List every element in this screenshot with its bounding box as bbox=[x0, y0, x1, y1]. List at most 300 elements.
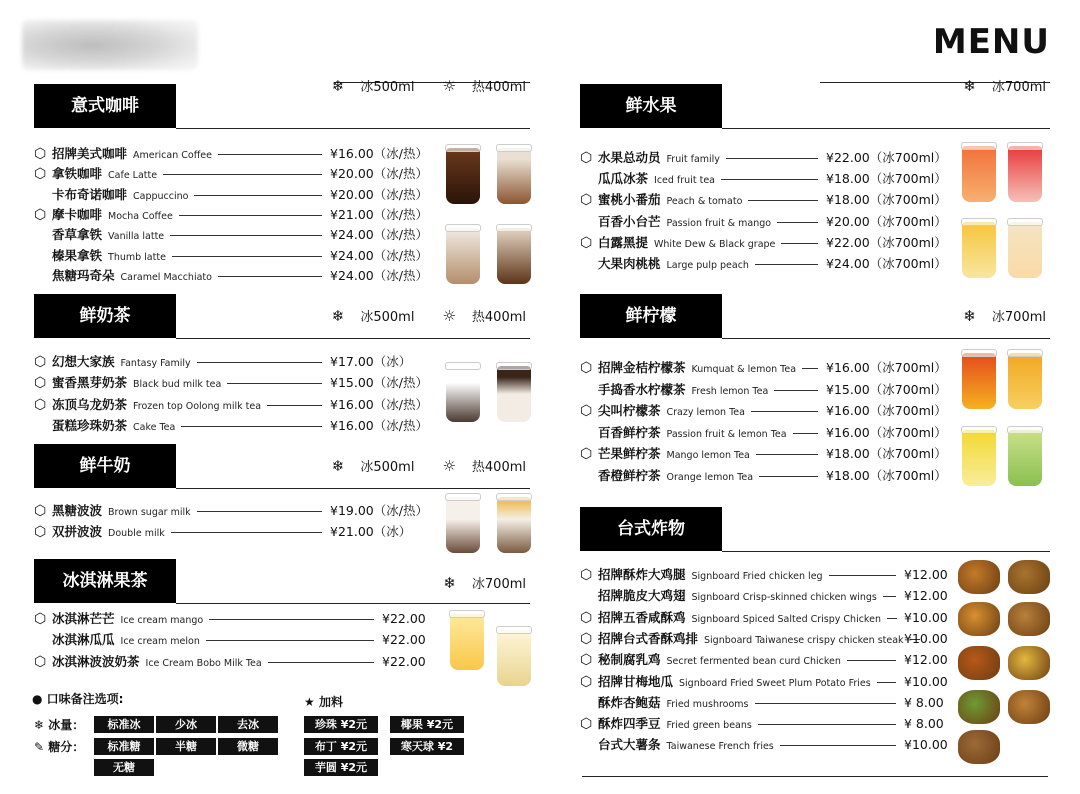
item-name: 大果肉桃桃 bbox=[598, 256, 661, 271]
leader-line bbox=[847, 660, 896, 661]
leader-line bbox=[726, 158, 818, 159]
leader-line bbox=[781, 243, 818, 244]
item-name: 榛果拿铁 bbox=[52, 247, 103, 263]
leader-line bbox=[877, 682, 896, 683]
snowflake-icon: ❄ bbox=[443, 574, 456, 592]
snowflake-icon: ❄ bbox=[331, 457, 345, 475]
item-name-en: Ice cream mango bbox=[120, 615, 204, 626]
drink-cup-image bbox=[962, 353, 996, 409]
section-title: 鲜水果 bbox=[580, 84, 722, 128]
leader-line bbox=[218, 276, 322, 277]
drink-cup-image bbox=[497, 630, 531, 686]
fried-food-image bbox=[1008, 690, 1050, 724]
item-name-en: American Coffee bbox=[133, 150, 212, 161]
item-price: ¥12.00 bbox=[904, 652, 948, 668]
hexagon-icon: ⬡ bbox=[580, 360, 593, 376]
item-price: ¥21.00（冰/热） bbox=[330, 206, 428, 222]
item-price: ¥18.00（冰700ml） bbox=[826, 446, 947, 461]
drink-cup-image bbox=[446, 228, 480, 284]
drink-cup-image bbox=[446, 497, 480, 553]
hexagon-icon: ⬡ bbox=[580, 446, 593, 462]
item-price: ¥24.00（冰/热） bbox=[330, 227, 428, 243]
item-name-en: Cafe Latte bbox=[108, 170, 158, 182]
drink-cup-image bbox=[962, 430, 996, 486]
menu-item[interactable] bbox=[34, 266, 428, 286]
leader-line bbox=[793, 433, 818, 434]
hexagon-icon: ⬡ bbox=[34, 375, 47, 392]
leader-line bbox=[887, 618, 897, 619]
hexagon-icon: ⬡ bbox=[580, 403, 593, 419]
leader-line bbox=[197, 511, 322, 512]
item-price: ¥22.00 bbox=[382, 653, 426, 669]
item-name-en: Vanilla latte bbox=[108, 231, 165, 243]
temperature-info bbox=[304, 456, 526, 475]
item-name-en: Signboard Fried chicken leg bbox=[691, 571, 823, 582]
item-name-en: Passion fruit & lemon Tea bbox=[666, 428, 787, 440]
syringe-icon: ✎ bbox=[34, 740, 45, 754]
hexagon-icon: ⬡ bbox=[34, 354, 47, 370]
temperature-info bbox=[935, 76, 1046, 95]
item-name-en: Fried green beans bbox=[666, 720, 752, 732]
leader-line bbox=[194, 195, 322, 196]
menu-item[interactable] bbox=[580, 169, 947, 189]
menu-item[interactable] bbox=[580, 608, 948, 628]
drink-cup-image bbox=[962, 222, 996, 278]
addon-pudding[interactable]: 布丁 ¥2元 bbox=[304, 738, 378, 755]
hexagon-icon: ⬡ bbox=[580, 234, 593, 251]
item-name: 幻想大家族 bbox=[52, 354, 115, 369]
item-name-en: Frozen top Oolong milk tea bbox=[133, 400, 262, 412]
ice-label: ❄ 冰量： bbox=[34, 718, 85, 732]
item-name-en: Signboard Taiwanese crispy chicken steak bbox=[704, 634, 904, 646]
snowflake-icon: ❄ bbox=[963, 77, 976, 95]
leader-line bbox=[268, 662, 374, 663]
section-rule bbox=[722, 551, 1050, 552]
addons-title: ★ 加料 bbox=[304, 695, 343, 709]
leader-line bbox=[163, 174, 322, 175]
item-price: ¥16.00（冰700ml） bbox=[826, 360, 947, 375]
addon-taro-ball[interactable]: 芋圆 ¥2元 bbox=[304, 759, 378, 776]
menu-item[interactable] bbox=[580, 358, 947, 378]
menu-item[interactable] bbox=[34, 609, 426, 629]
item-name-en: Signboard Crisp-skinned chicken wings bbox=[691, 592, 877, 604]
drink-cup-image bbox=[1008, 222, 1042, 278]
section-rule bbox=[722, 128, 1050, 129]
hexagon-icon: ⬡ bbox=[580, 716, 593, 733]
item-name: 香橙鲜柠茶 bbox=[598, 467, 661, 483]
item-name-en: Passion fruit & mango bbox=[666, 217, 772, 229]
menu-item[interactable] bbox=[34, 352, 412, 372]
item-name: 冻顶乌龙奶茶 bbox=[52, 396, 128, 412]
menu-item[interactable] bbox=[34, 416, 428, 436]
item-name-en: Orange lemon Tea bbox=[666, 471, 754, 483]
menu-item[interactable] bbox=[580, 233, 947, 253]
item-price: ¥10.00 bbox=[904, 609, 948, 625]
item-name-en: Kumquat & lemon Tea bbox=[691, 364, 797, 375]
cold-size-text: 冰500ml bbox=[360, 80, 415, 95]
item-name: 招牌脆皮大鸡翅 bbox=[598, 588, 686, 604]
menu-item[interactable] bbox=[580, 629, 948, 649]
item-name: 秘制腐乳鸡 bbox=[598, 652, 661, 668]
item-name-en: Mango lemon Tea bbox=[666, 450, 750, 461]
section-title: 台式炸物 bbox=[580, 507, 722, 551]
leader-line bbox=[171, 532, 322, 533]
item-price: ¥22.00（冰700ml） bbox=[826, 234, 947, 250]
leader-line bbox=[267, 405, 322, 406]
cold-size bbox=[429, 574, 526, 592]
item-name-en: Fresh lemon Tea bbox=[691, 385, 769, 397]
temperature-info bbox=[304, 76, 526, 95]
menu-item[interactable] bbox=[34, 225, 428, 245]
menu-item[interactable] bbox=[580, 401, 947, 421]
item-price: ¥12.00 bbox=[904, 588, 948, 604]
options-title: ● 口味备注选项: bbox=[32, 692, 124, 706]
item-name-en: Black bud milk tea bbox=[133, 379, 222, 391]
option-ice-none[interactable]: 去冰 bbox=[218, 716, 278, 733]
drink-cup-image bbox=[497, 228, 531, 284]
hot-size bbox=[428, 457, 526, 475]
item-name: 香草拿铁 bbox=[52, 227, 103, 243]
leader-line bbox=[774, 390, 818, 391]
item-price: ¥20.00（冰/热） bbox=[330, 166, 428, 182]
item-name-en: Taiwanese French fries bbox=[666, 741, 774, 753]
sugar-label: ✎ 糖分： bbox=[34, 740, 85, 754]
item-price: ¥24.00（冰/热） bbox=[330, 267, 428, 283]
hot-size-text: 热400ml bbox=[471, 460, 526, 475]
section-rule bbox=[176, 488, 530, 489]
menu-item[interactable] bbox=[580, 672, 948, 692]
menu-item[interactable] bbox=[34, 373, 428, 393]
fried-food-image bbox=[958, 730, 1000, 764]
section-title: 鲜柠檬 bbox=[580, 294, 722, 338]
menu-item[interactable] bbox=[580, 380, 947, 400]
drink-cup-image bbox=[450, 614, 484, 670]
fried-food-image bbox=[1008, 602, 1050, 636]
item-name-en: Ice Cream Bobo Milk Tea bbox=[145, 657, 262, 669]
item-name: 招牌甘梅地瓜 bbox=[598, 673, 674, 689]
leader-line bbox=[780, 745, 896, 746]
leader-line bbox=[209, 619, 374, 620]
temperature-info bbox=[935, 306, 1046, 325]
item-name: 手捣香水柠檬茶 bbox=[598, 381, 686, 397]
drink-cup-image bbox=[962, 146, 996, 202]
leader-line bbox=[197, 362, 322, 363]
item-name: 招牌金桔柠檬茶 bbox=[598, 360, 686, 375]
item-name: 招牌台式香酥鸡排 bbox=[598, 630, 699, 646]
item-name-en: Fantasy Family bbox=[120, 358, 191, 369]
item-name: 白露黑提 bbox=[598, 234, 649, 250]
item-name-en: Signboard Fried Sweet Plum Potato Fries bbox=[679, 677, 871, 689]
section-fried bbox=[580, 507, 1050, 767]
leader-line bbox=[721, 179, 818, 180]
item-price: ¥16.00（冰/热） bbox=[330, 417, 428, 433]
star-icon: ★ bbox=[304, 695, 315, 709]
leader-line bbox=[756, 454, 818, 455]
section-title: 冰淇淋果茶 bbox=[34, 559, 176, 603]
item-name: 招牌美式咖啡 bbox=[52, 146, 128, 161]
snowflake-icon: ❄ bbox=[963, 307, 976, 325]
item-name: 蜜香黑芽奶茶 bbox=[52, 375, 128, 391]
item-name: 酥炸杏鲍菇 bbox=[598, 694, 661, 710]
leader-line bbox=[802, 368, 818, 369]
fried-food-image bbox=[958, 602, 1000, 636]
menu-item[interactable] bbox=[34, 185, 428, 205]
hexagon-icon: ⬡ bbox=[580, 567, 593, 583]
leader-line bbox=[883, 596, 896, 597]
menu-item[interactable] bbox=[34, 164, 428, 184]
hexagon-icon: ⬡ bbox=[34, 611, 47, 627]
item-price: ¥15.00（冰700ml） bbox=[826, 381, 947, 397]
item-name: 焦糖玛奇朵 bbox=[52, 267, 115, 283]
addon-agar-ball[interactable]: 寒天球 ¥2元 bbox=[390, 738, 464, 755]
menu-item[interactable] bbox=[34, 395, 428, 415]
section-rule bbox=[176, 338, 530, 339]
menu-item[interactable] bbox=[580, 254, 947, 274]
leader-line bbox=[227, 383, 322, 384]
menu-item[interactable] bbox=[580, 565, 948, 585]
item-name-en: Mocha Coffee bbox=[108, 210, 173, 222]
addon-coconut[interactable]: 椰果 ¥2元 bbox=[390, 716, 464, 733]
menu-item[interactable] bbox=[580, 714, 944, 734]
item-price: ¥24.00（冰700ml） bbox=[826, 256, 947, 271]
item-price: ¥12.00 bbox=[904, 567, 948, 582]
item-name: 冰淇淋瓜瓜 bbox=[52, 632, 115, 648]
item-price: ¥18.00（冰700ml） bbox=[826, 192, 947, 208]
item-name-en: Iced fruit tea bbox=[654, 175, 715, 187]
fried-food-image bbox=[958, 690, 1000, 724]
hot-size-text: 热400ml bbox=[471, 310, 526, 325]
sun-icon: ☼ bbox=[442, 457, 456, 475]
option-sugar-none[interactable]: 无糖 bbox=[94, 759, 154, 776]
item-name: 冰淇淋芒芒 bbox=[52, 611, 115, 626]
leader-line bbox=[172, 256, 322, 257]
item-name-en: Cappuccino bbox=[133, 190, 189, 202]
cold-size bbox=[318, 457, 415, 475]
item-name: 酥炸四季豆 bbox=[598, 716, 661, 732]
section-title: 鲜牛奶 bbox=[34, 444, 176, 488]
hexagon-icon: ⬡ bbox=[34, 166, 47, 183]
snowflake-icon: ❄ bbox=[331, 77, 345, 95]
item-price: ¥16.00（冰/热） bbox=[330, 396, 428, 412]
hexagon-icon: ⬡ bbox=[34, 146, 47, 162]
hot-size bbox=[428, 77, 526, 95]
item-price: ¥18.00（冰700ml） bbox=[826, 171, 947, 187]
item-name: 招牌五香咸酥鸡 bbox=[598, 609, 686, 625]
leader-line bbox=[829, 575, 896, 576]
item-name: 百香鲜柠茶 bbox=[598, 424, 661, 440]
fried-food-image bbox=[1008, 646, 1050, 680]
cold-size-text: 冰700ml bbox=[991, 310, 1046, 325]
hot-size-text: 热400ml bbox=[471, 80, 526, 95]
menu-item[interactable] bbox=[580, 190, 947, 210]
blurred-logo bbox=[22, 20, 198, 70]
hexagon-icon: ⬡ bbox=[580, 630, 593, 647]
hexagon-icon: ⬡ bbox=[580, 652, 593, 669]
item-name-en: Brown sugar milk bbox=[108, 507, 191, 518]
item-name: 双拼波波 bbox=[52, 524, 103, 540]
cold-size-text: 冰700ml bbox=[471, 577, 526, 592]
item-price: ¥18.00（冰700ml） bbox=[826, 467, 947, 483]
snowflake-icon: ❄ bbox=[331, 307, 345, 325]
hexagon-icon: ⬡ bbox=[580, 150, 593, 166]
item-name: 水果总动员 bbox=[598, 150, 661, 165]
item-price: ¥22.00（冰700ml） bbox=[826, 150, 947, 165]
menu-item[interactable] bbox=[580, 466, 947, 486]
section-title: 意式咖啡 bbox=[34, 84, 176, 128]
menu-title: MENU bbox=[932, 22, 1050, 62]
snowflake-icon: ❄ bbox=[34, 718, 45, 732]
menu-item[interactable] bbox=[34, 246, 428, 266]
item-price: ¥16.00（冰/热） bbox=[330, 146, 428, 161]
menu-item[interactable] bbox=[34, 205, 428, 225]
item-name-en: White Dew & Black grape bbox=[654, 238, 776, 250]
temperature-info bbox=[415, 573, 526, 592]
hexagon-icon: ⬡ bbox=[34, 206, 47, 223]
item-name: 摩卡咖啡 bbox=[52, 206, 103, 222]
leader-line bbox=[751, 411, 818, 412]
menu-item[interactable] bbox=[580, 444, 947, 464]
hexagon-icon: ⬡ bbox=[34, 653, 47, 670]
menu-item[interactable] bbox=[580, 693, 944, 713]
option-sugar-standard[interactable]: 标准糖 bbox=[94, 738, 154, 755]
leader-line bbox=[218, 154, 322, 155]
leader-line bbox=[181, 426, 322, 427]
hexagon-icon: ⬡ bbox=[580, 609, 593, 626]
option-sugar-low[interactable]: 微糖 bbox=[218, 738, 278, 755]
item-name: 黑糖波波 bbox=[52, 503, 103, 518]
hexagon-icon: ⬡ bbox=[34, 524, 47, 541]
fried-food-image bbox=[1008, 560, 1050, 594]
item-price: ¥ 8.00 bbox=[904, 716, 944, 732]
menu-item[interactable] bbox=[580, 586, 948, 606]
item-name-en: Caramel Macchiato bbox=[120, 271, 212, 283]
menu-item[interactable] bbox=[580, 212, 947, 232]
drink-cup-image bbox=[1008, 353, 1042, 409]
cold-size bbox=[949, 307, 1046, 325]
menu-item[interactable] bbox=[580, 735, 948, 755]
item-price: ¥20.00（冰/热） bbox=[330, 186, 428, 202]
item-name-en: Crazy lemon Tea bbox=[666, 407, 745, 418]
hot-size bbox=[428, 307, 526, 325]
item-name-en: Cake Tea bbox=[133, 421, 176, 433]
fried-food-image bbox=[958, 560, 1000, 594]
option-ice-standard[interactable]: 标准冰 bbox=[94, 716, 154, 733]
item-name: 尖叫柠檬茶 bbox=[598, 403, 661, 418]
leader-line bbox=[206, 640, 374, 641]
item-name-en: Fruit family bbox=[666, 154, 720, 165]
menu-item[interactable] bbox=[580, 423, 947, 443]
option-ice-less[interactable]: 少冰 bbox=[156, 716, 216, 733]
item-name-en: Fried mushrooms bbox=[666, 698, 749, 710]
option-sugar-half[interactable]: 半糖 bbox=[156, 738, 216, 755]
item-name: 蛋糕珍珠奶茶 bbox=[52, 417, 128, 433]
leader-line bbox=[748, 200, 818, 201]
drink-cup-image bbox=[446, 366, 480, 422]
menu-item[interactable] bbox=[34, 144, 428, 164]
cold-size-text: 冰500ml bbox=[360, 460, 415, 475]
item-price: ¥22.00 bbox=[382, 632, 426, 648]
hexagon-icon: ⬡ bbox=[34, 396, 47, 413]
leader-line bbox=[759, 476, 818, 477]
bottom-divider bbox=[582, 776, 1048, 777]
drink-cup-image bbox=[1008, 430, 1042, 486]
item-name-en: Large pulp peach bbox=[666, 260, 749, 271]
item-price: ¥16.00（冰700ml） bbox=[826, 424, 947, 440]
item-name-en: Secret fermented bean curd Chicken bbox=[666, 656, 841, 668]
item-price: ¥17.00（冰） bbox=[330, 354, 412, 369]
item-price: ¥16.00（冰700ml） bbox=[826, 403, 947, 418]
item-price: ¥10.00 bbox=[904, 737, 948, 753]
item-price: ¥21.00（冰） bbox=[330, 524, 412, 540]
menu-item[interactable] bbox=[580, 148, 947, 168]
item-price: ¥15.00（冰/热） bbox=[330, 375, 428, 391]
item-name-en: Thumb latte bbox=[108, 251, 166, 263]
drink-cup-image bbox=[497, 366, 531, 422]
section-rule bbox=[176, 603, 530, 604]
item-price: ¥24.00（冰/热） bbox=[330, 247, 428, 263]
drink-cup-image bbox=[497, 497, 531, 553]
leader-line bbox=[758, 724, 896, 725]
hexagon-icon: ⬡ bbox=[34, 503, 47, 519]
section-rule bbox=[176, 128, 530, 129]
hexagon-icon: ⬡ bbox=[580, 192, 593, 209]
temperature-info bbox=[304, 306, 526, 325]
menu-item[interactable] bbox=[580, 650, 948, 670]
drink-cup-image bbox=[1008, 146, 1042, 202]
cold-size-text: 冰700ml bbox=[991, 80, 1046, 95]
item-price: ¥20.00（冰700ml） bbox=[826, 213, 947, 229]
sun-icon: ☼ bbox=[442, 307, 456, 325]
item-name: 蜜桃小番茄 bbox=[598, 192, 661, 208]
leader-line bbox=[777, 222, 818, 223]
item-name-en: Signboard Spiced Salted Crispy Chicken bbox=[691, 613, 881, 625]
leader-line bbox=[755, 264, 818, 265]
item-name: 拿铁咖啡 bbox=[52, 166, 103, 182]
hexagon-icon: ⬡ bbox=[580, 673, 593, 690]
item-name-en: Double milk bbox=[108, 528, 165, 540]
leader-line bbox=[755, 703, 896, 704]
cold-size bbox=[318, 77, 415, 95]
leader-line bbox=[170, 235, 322, 236]
menu-item[interactable] bbox=[34, 630, 426, 650]
item-name-en: Ice cream melon bbox=[120, 636, 200, 648]
cold-size-text: 冰500ml bbox=[360, 310, 415, 325]
item-name: 招牌酥炸大鸡腿 bbox=[598, 567, 686, 582]
menu-item[interactable] bbox=[34, 652, 426, 672]
menu-item[interactable] bbox=[34, 501, 428, 521]
item-price: ¥10.00 bbox=[904, 673, 948, 689]
cold-size bbox=[318, 307, 415, 325]
item-name: 冰淇淋波波奶茶 bbox=[52, 653, 140, 669]
item-name: 瓜瓜冰茶 bbox=[598, 171, 649, 187]
cold-size bbox=[949, 77, 1046, 95]
item-price: ¥19.00（冰/热） bbox=[330, 503, 428, 518]
addon-pearl[interactable]: 珍珠 ¥2元 bbox=[304, 716, 378, 733]
item-price: ¥10.00 bbox=[904, 630, 948, 646]
section-rule bbox=[722, 338, 1050, 339]
drink-cup-image bbox=[497, 148, 531, 204]
item-name: 芒果鲜柠茶 bbox=[598, 446, 661, 461]
section-title: 鲜奶茶 bbox=[34, 294, 176, 338]
menu-item[interactable] bbox=[34, 522, 412, 542]
leader-line bbox=[179, 215, 322, 216]
item-name: 卡布奇诺咖啡 bbox=[52, 186, 128, 202]
item-price: ¥ 8.00 bbox=[904, 694, 944, 710]
item-price: ¥22.00 bbox=[382, 611, 426, 626]
item-name-en: Peach & tomato bbox=[666, 196, 743, 208]
drink-cup-image bbox=[446, 148, 480, 204]
item-name: 台式大薯条 bbox=[598, 737, 661, 753]
